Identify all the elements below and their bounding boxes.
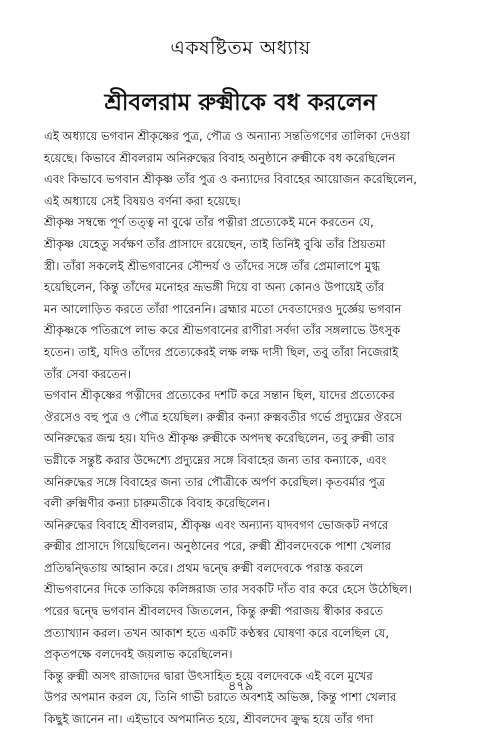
text-line: স্ত্রী। তাঁরা সকলেই শ্রীভগবানের সৌন্দর্য ও তাঁদের সঙ্গে তাঁর প্রেমালাপে মুগ্ধ — [44, 258, 381, 273]
text-line: তাঁর সেবা করতেন। — [44, 366, 131, 381]
paragraph — [44, 515, 442, 666]
paragraph — [44, 666, 442, 731]
text-line: পরের দ্বন্দ্বে ভগবান শ্রীবলদেব জিতলেন, কিন্তু রুক্মী পরাজয় স্বীকার করতে — [44, 604, 384, 619]
text-line: হয়েছিলেন, কিন্তু তাঁদের মনোহর ভ্রূভঙ্গী দিয়ে বা অন্য কোনও উপায়েই তাঁর — [44, 280, 385, 295]
text-line: শ্রীকৃষ্ণ সম্বন্ধে পূর্ণ তত্ত্ব না বুঝে তাঁর পত্নীরা প্রত্যেকেই মনে করতেন যে, — [44, 215, 374, 230]
text-line: শ্রীকৃষ্ণকে পতিরূপে লাভ করে শ্রীভগবানের রাণীরা সর্বদা তাঁর সঙ্গলাভে উৎসুক — [44, 323, 401, 338]
text-line: শ্রীভগবানের দিকে তাকিয়ে কলিঙ্গরাজ তার সবকটি দাঁত বার করে হেসে উঠেছিল। — [44, 582, 412, 597]
text-line: উপর অপমান করল যে, তিনি গাভী চরাতে অবশ্যই অভিজ্ঞ, কিন্তু পাশা খেলার — [44, 690, 397, 705]
text-line: এই অধ্যায়ে সেই বিষয়ও বর্ণনা করা হয়েছে। — [44, 193, 241, 208]
text-line: প্রতিদ্বন্দ্বিতায় আহ্বান করে। প্রথম দ্বন্দ্বে রুক্মী বলদেবকে পরাস্ত করলে — [44, 560, 364, 575]
text-line: বলী রুক্মিণীর কন্যা চারুমতীকে বিবাহ করেছিলেন। — [44, 496, 270, 511]
body-text — [44, 126, 442, 731]
text-line: ভগ্নীকে সন্তুষ্ট করার উদ্দেশ্যে প্রদ্যুম্নের সঙ্গে বিবাহের জন্য তার কন্যাকে, এবং — [44, 452, 387, 467]
text-line: ঔরসেও বহু পুত্র ও পৌত্র হয়েছিল। রুক্মীর কন্যা রুক্মবতীর গর্ভে প্রদ্যুম্নের ঔরসে — [44, 409, 403, 424]
page-number: ৪৭৯ — [227, 679, 254, 694]
paragraph — [44, 212, 442, 385]
text-line: শ্রীকৃষ্ণ যেহেতু সর্বক্ষণ তাঁর প্রাসাদে রয়েছেন, তাই তিনিই বুঝি তাঁর প্রিয়তমা — [44, 236, 386, 251]
text-line: হয়েছে। কিভাবে শ্রীবলরাম অনিরুদ্ধের বিবাহ অনুষ্ঠানে রুক্মীকে বধ করেছিলেন — [44, 150, 396, 165]
text-line: হতেন। তাই, যদিও তাঁদের প্রত্যেকেরই লক্ষ লক্ষ দাসী ছিল, তবু তাঁরা নিজেরাই — [44, 344, 399, 359]
text-line: এবং কিভাবে ভগবান শ্রীকৃষ্ণ তাঁর পুত্র ও কন্যাদের বিবাহের আয়োজন করেছিলেন, — [44, 172, 417, 187]
text-line: অনিরুদ্ধের বিবাহে শ্রীবলরাম, শ্রীকৃষ্ণ এবং অন্যান্য যাদবগণ ভোজকট নগরে — [44, 517, 389, 532]
text-line: ভগবান শ্রীকৃষ্ণের পত্নীদের প্রত্যেকের দশটি করে সন্তান ছিল, যাদের প্রত্যেকের — [44, 388, 395, 403]
text-line: মন আলোড়িত করতে তাঁরা পারেননি। ব্রহ্মার মতো দেবতাদেরও দুর্জ্ঞেয় ভগবান — [44, 301, 402, 316]
text-line: কিছুই জানেন না। এইভাবে অপমানিত হয়ে, শ্রীবলদেব ক্রুদ্ধ হয়ে তাঁর গদা — [44, 712, 374, 727]
chapter-title: শ্রীবলরাম রুক্মীকে বধ করলেন — [104, 90, 377, 116]
text-line: কিন্তু রুক্মী অসৎ রাজাদের দ্বারা উৎসাহিত হয়ে বলদেবকে এই বলে মুখের — [44, 668, 373, 683]
text-line: অনিরুদ্ধের সঙ্গে বিবাহের জন্য তার পৌত্রীকে অর্পণ করেছিল। কৃতবর্মার পুত্র — [44, 474, 386, 489]
text-line: অনিরুদ্ধের জন্ম হয়। যদিও শ্রীকৃষ্ণ রুক্মীকে অপদস্থ করেছিলেন, তবু রুক্মী তার — [44, 431, 395, 446]
paragraph — [44, 126, 442, 212]
paragraph — [44, 385, 442, 515]
chapter-label: একষষ্টিতম অধ্যায় — [170, 37, 311, 59]
text-line: এই অধ্যায়ে ভগবান শ্রীকৃষ্ণের পুত্র, পৌত্র ও অন্যান্য সন্ততিগণের তালিকা দেওয়া — [44, 129, 411, 143]
text-line: প্রকৃতপক্ষে বলদেবই জয়লাভ করেছিলেন। — [44, 647, 233, 662]
text-line: রুক্মীর প্রাসাদে গিয়েছিলেন। অনুষ্ঠানের পরে, রুক্মী শ্রীবলদেবকে পাশা খেলার — [44, 539, 392, 554]
text-line: প্রত্যাখ্যান করল। তখন আকাশ হতে একটি কণ্ঠস্বর ঘোষণা করে বলেছিল যে, — [44, 625, 390, 640]
